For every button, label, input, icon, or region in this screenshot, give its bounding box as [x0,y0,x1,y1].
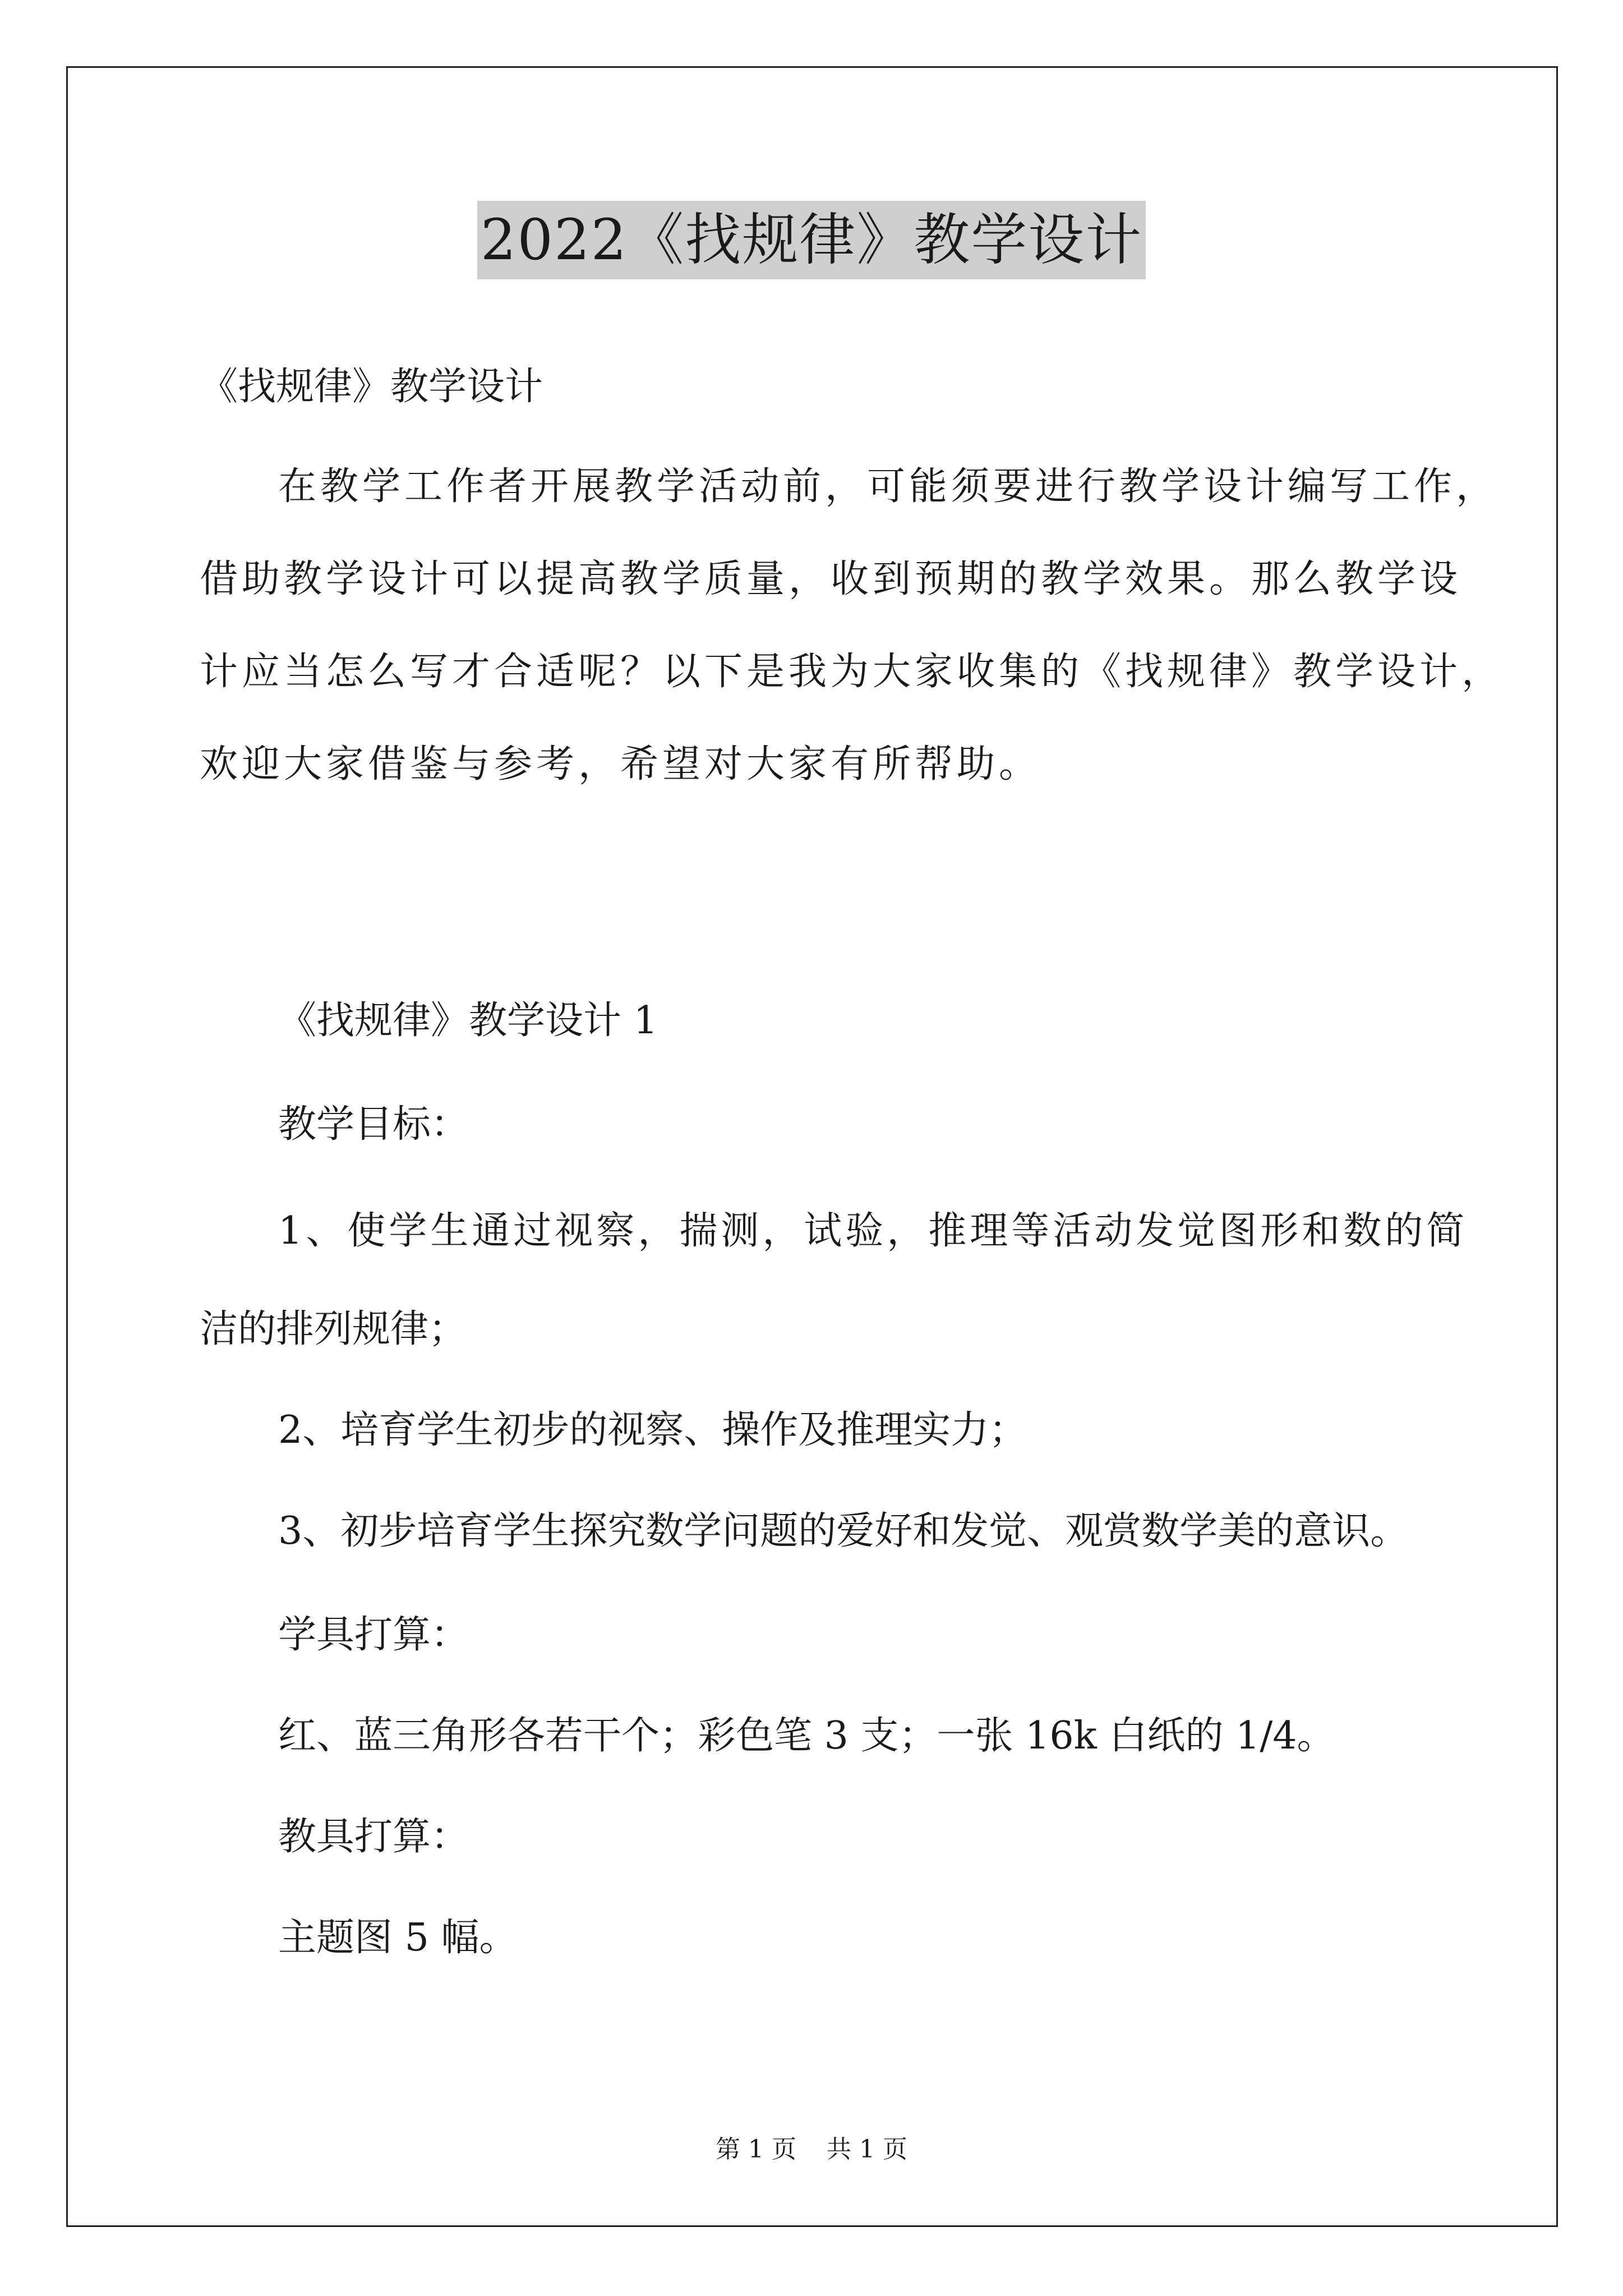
teacher-tools: 主题图 5 幅。 [278,1916,518,1960]
goal-1-line2: 洁的排列规律； [200,1307,467,1351]
page-footer [0,2129,1623,2165]
intro-line: 欢迎大家借鉴与参考，希望对大家有所帮助。 [200,742,1041,786]
intro-line: 在教学工作者开展教学活动前，可能须要进行教学设计编写工作， [278,464,1498,509]
goal-1-line1: 1、使学生通过视察，揣测，试验，推理等活动发觉图形和数的简 [278,1209,1468,1253]
teacher-tools-label: 教具打算： [278,1815,469,1859]
section-heading: 《找规律》教学设计 1 [278,999,658,1043]
subtitle: 《找规律》教学设计 [200,365,543,409]
page-current: 第 1 页 [716,2135,796,2164]
page-total: 共 1 页 [827,2135,907,2164]
goal-3: 3、初步培育学生探究数学问题的爱好和发觉、观赏数学美的意识。 [278,1509,1409,1553]
intro-line: 借助教学设计可以提高教学质量，收到预期的教学效果。那么教学设 [200,557,1462,601]
intro-line: 计应当怎么写才合适呢？以下是我为大家收集的《找规律》教学设计， [200,650,1504,694]
title-wrap [0,201,1623,279]
intro-paragraph [200,440,1504,811]
student-tools-label: 学具打算： [278,1613,469,1657]
goal-2: 2、培育学生初步的视察、操作及推理实力； [278,1408,1027,1452]
document-title: 2022《找规律》教学设计 [477,201,1146,279]
student-tools: 红、蓝三角形各若干个；彩色笔 3 支；一张 16k 白纸的 1/4。 [278,1714,1335,1758]
goals-label: 教学目标： [278,1102,469,1147]
